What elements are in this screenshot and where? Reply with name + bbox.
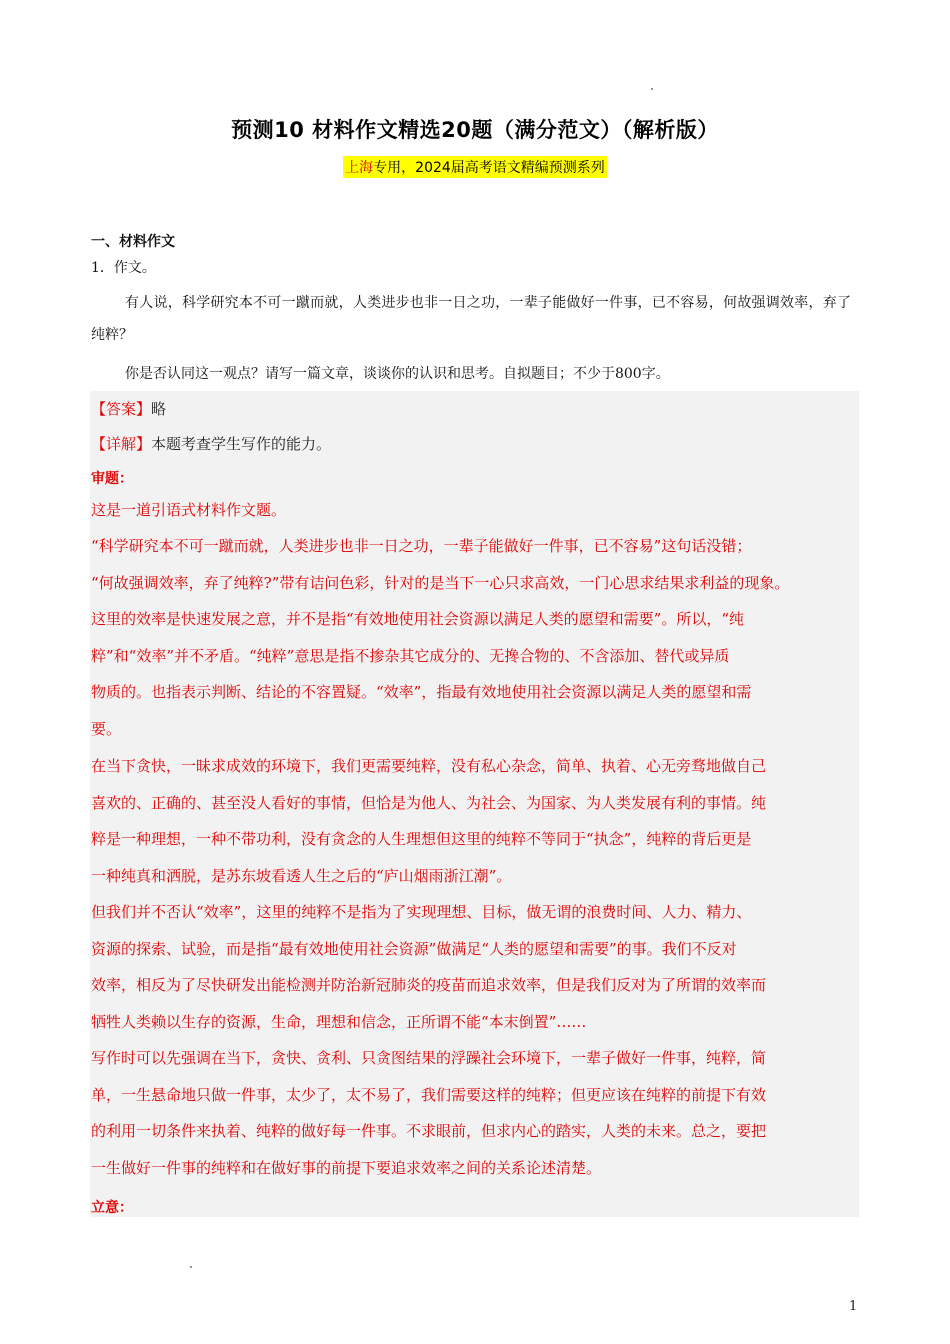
liyi-heading: 立意： xyxy=(91,1200,133,1216)
page-number: 1 xyxy=(849,1299,858,1314)
shenti-heading: 审题： xyxy=(91,471,133,487)
analysis-paragraph-5: 在当下贪快，一昧求成效的环境下，我们更需要纯粹，没有私心杂念，简单、执着、心无旁骛地做自己 喜欢的、正确的、甚至没人看好的事情，但恰是为他人、为社会、为国家、为人类发展有利的事情。纯 粹是一种理想，一种不带功利，没有贪念的人生理想但这里的纯粹不等同于“执念”，纯粹的背后更是 一种纯真和洒脱，是苏东坡看透人生之后的“庐山烟雨浙江潮”。 xyxy=(91,757,767,885)
document-title: 预测10 材料作文精选20题（满分范文）（解析版） xyxy=(231,118,719,142)
scan-dot xyxy=(190,1266,192,1268)
answer-value: 略 xyxy=(151,400,167,418)
subtitle-highlight-red: 上海 xyxy=(345,160,374,176)
detail-value: 本题考查学生写作的能力。 xyxy=(151,435,332,453)
answer-line xyxy=(91,398,166,419)
document-subtitle xyxy=(343,156,607,178)
scan-dot xyxy=(651,88,653,90)
subtitle-rest: 专用，2024届高考语文精编预测系列 xyxy=(373,160,605,176)
detail-tag: 【详解】 xyxy=(91,435,152,453)
analysis-paragraph-6: 但我们并不否认“效率”，这里的纯粹不是指为了实现理想、目标，做无谓的浪费时间、人力、精力、 资源的探索、试验，而是指“最有效地使用社会资源”做满足“人类的愿望和需要”的事。我们不反对 效率，相反为了尽快研发出能检测并防治新冠肺炎的疫苗而追求效率，但是我们反对为了所谓的效率而 牺牲人类赖以生存的资源，生命，理想和信念，正所谓不能“本末倒置”…… xyxy=(91,903,767,1031)
answer-tag: 【答案】 xyxy=(91,400,152,418)
subtitle-wrap xyxy=(0,156,950,178)
section-heading: 一、材料作文 xyxy=(91,234,175,250)
detail-line xyxy=(91,433,331,454)
analysis-paragraph-3: “何故强调效率，弃了纯粹?”带有诘问色彩，针对的是当下一心只求高效，一门心思求结果求利益的现象。 xyxy=(91,574,790,592)
material-text: 有人说，科学研究本不可一蹴而就，人类进步也非一日之功，一辈子能做好一件事，已不容易，何故强调效率，弃了纯粹？ xyxy=(91,295,851,343)
prompt-text: 你是否认同这一观点？请写一篇文章，谈谈你的认识和思考。自拟题目；不少于800字。 xyxy=(125,366,670,382)
question-number: 1．作文。 xyxy=(91,260,156,276)
analysis-paragraph-1: 这是一道引语式材料作文题。 xyxy=(91,501,287,519)
analysis-paragraph-7: 写作时可以先强调在当下，贪快、贪利、只贪图结果的浮躁社会环境下，一辈子做好一件事，纯粹，简 单，一生悬命地只做一件事，太少了，太不易了，我们需要这样的纯粹；但更应该在纯粹的前提下有效 的利用一切条件来执着、纯粹的做好每一件事。不求眼前，但求内心的踏实，人类的未来。总之，要把 一生做好一件事的纯粹和在做好事的前提下要追求效率之间的关系论述清楚。 xyxy=(91,1049,767,1177)
analysis-paragraph-2: “科学研究本不可一蹴而就，人类进步也非一日之功，一辈子能做好一件事，已不容易”这句话没错； xyxy=(91,537,752,555)
analysis-paragraph-4: 这里的效率是快速发展之意，并不是指“有效地使用社会资源以满足人类的愿望和需要”。所以，“纯 粹”和“效率”并不矛盾。“纯粹”意思是指不掺杂其它成分的、无搀合物的、不含添加、替代或异质 物质的。也指表示判断、结论的不容置疑。“效率”，指最有效地使用社会资源以满足人类的愿望和需 要。 xyxy=(91,610,752,738)
